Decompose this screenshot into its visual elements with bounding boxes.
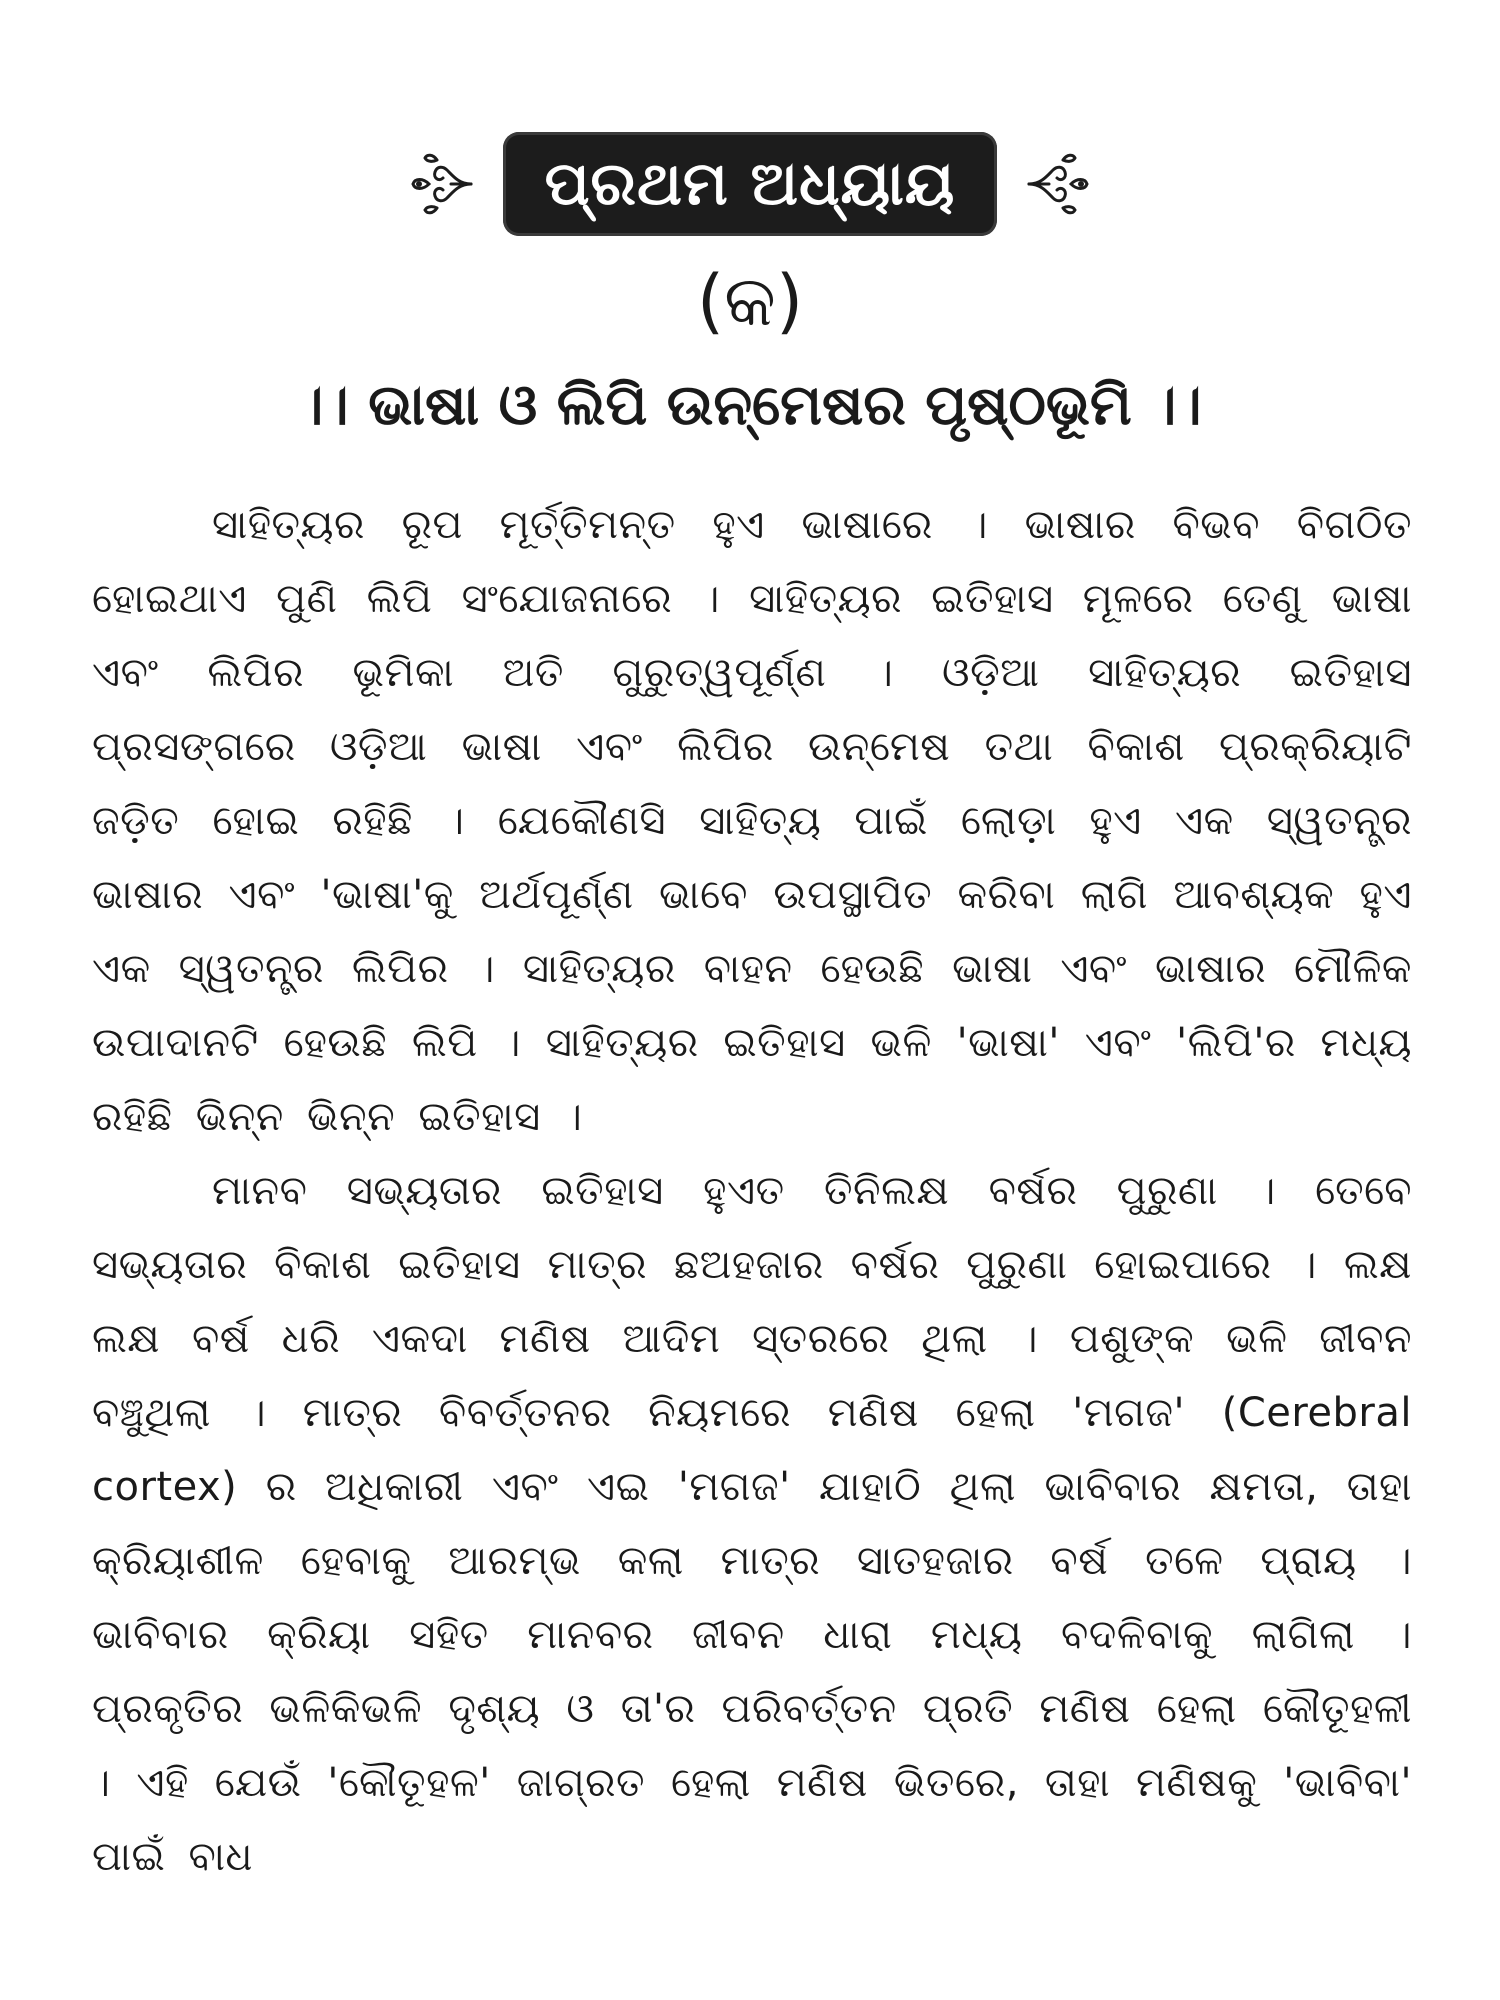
chapter-heading: ପ୍ରଥମ ଅଧ୍ୟାୟ: [503, 132, 998, 236]
right-ornament-icon: [1023, 148, 1093, 220]
chapter-header: [0, 132, 1500, 236]
paragraph: ସାହିତ୍ୟର ରୂପ ମୂର୍ତ୍ତିମନ୍ତ ହୁଏ ଭାଷାରେ । ଭାଷାର ବିଭବ ବିଗଠିତ ହୋଇଥାଏ ପୁଣି ଲିପି ସଂଯୋଜନାରେ । ସାହିତ୍ୟର ଇତିହାସ ମୂଳରେ ତେଣୁ ଭାଷା ଏବଂ ଲିପିର ଭୂମିକା ଅତି ଗୁରୁତ୍ୱପୂର୍ଣ୍ଣ । ଓଡ଼ିଆ ସାହିତ୍ୟର ଇତିହାସ ପ୍ରସଙ୍ଗରେ ଓଡ଼ିଆ ଭାଷା ଏବଂ ଲିପିର ଉନ୍ମେଷ ତଥା ବିକାଶ ପ୍ରକ୍ରିୟାଟି ଜଡ଼ିତ ହୋଇ ରହିଛି । ଯେକୌଣସି ସାହିତ୍ୟ ପାଇଁ ଲୋଡ଼ା ହୁଏ ଏକ ସ୍ୱତନ୍ତ୍ର ଭାଷାର ଏବଂ 'ଭାଷା'କୁ ଅର୍ଥପୂର୍ଣ୍ଣ ଭାବେ ଉପସ୍ଥାପିତ କରିବା ଲାଗି ଆବଶ୍ୟକ ହୁଏ ଏକ ସ୍ୱତନ୍ତ୍ର ଲିପିର । ସାହିତ୍ୟର ବାହନ ହେଉଛି ଭାଷା ଏବଂ ଭାଷାର ମୌଳିକ ଉପାଦାନଟି ହେଉଛି ଲିପି । ସାହିତ୍ୟର ଇତିହାସ ଭଳି 'ଭାଷା' ଏବଂ 'ଲିପି'ର ମଧ୍ୟ ରହିଛି ଭିନ୍ନ ଭିନ୍ନ ଇତିହାସ ।: [92, 502, 1412, 1140]
paragraph: ମାନବ ସଭ୍ୟତାର ଇତିହାସ ହୁଏତ ତିନିଲକ୍ଷ ବର୍ଷର ପୁରୁଣା । ତେବେ ସଭ୍ୟତାର ବିକାଶ ଇତିହାସ ମାତ୍ର ଛଅହଜାର ବର୍ଷର ପୁରୁଣା ହୋଇପାରେ । ଲକ୍ଷ ଲକ୍ଷ ବର୍ଷ ଧରି ଏକଦା ମଣିଷ ଆଦିମ ସ୍ତରରେ ଥିଲା । ପଶୁଙ୍କ ଭଳି ଜୀବନ ବଞ୍ଚୁଥିଲା । ମାତ୍ର ବିବର୍ତ୍ତନର ନିୟମରେ ମଣିଷ ହେଲା 'ମଗଜ' (Cerebral cortex) ର ଅଧିକାରୀ ଏବଂ ଏଇ 'ମଗଜ' ଯାହାଠି ଥିଲା ଭାବିବାର କ୍ଷମତା, ତାହା କ୍ରିୟାଶୀଳ ହେବାକୁ ଆରମ୍ଭ କଲା ମାତ୍ର ସାତହଜାର ବର୍ଷ ତଳେ ପ୍ରାୟ । ଭାବିବାର କ୍ରିୟା ସହିତ ମାନବର ଜୀବନ ଧାରା ମଧ୍ୟ ବଦଳିବାକୁ ଲାଗିଲା । ପ୍ରକୃତିର ଭଳିକିଭଳି ଦୃଶ୍ୟ ଓ ତା'ର ପରିବର୍ତ୍ତନ ପ୍ରତି ମଣିଷ ହେଲା କୌତୂହଳୀ । ଏହି ଯେଉଁ 'କୌତୂହଳ' ଜାଗ୍ରତ ହେଲା ମଣିଷ ଭିତରେ, ତାହା ମଣିଷକୁ 'ଭାବିବା' ପାଇଁ ବାଧ: [92, 1168, 1412, 1880]
section-mark: (କ): [696, 260, 804, 342]
body-text: [92, 488, 1412, 1894]
left-ornament-icon: [407, 148, 477, 220]
chapter-title: ।। ଭାଷା ଓ ଲିପି ଉନ୍ମେଷର ପୃଷ୍ଠଭୂମି ।।: [298, 373, 1202, 438]
